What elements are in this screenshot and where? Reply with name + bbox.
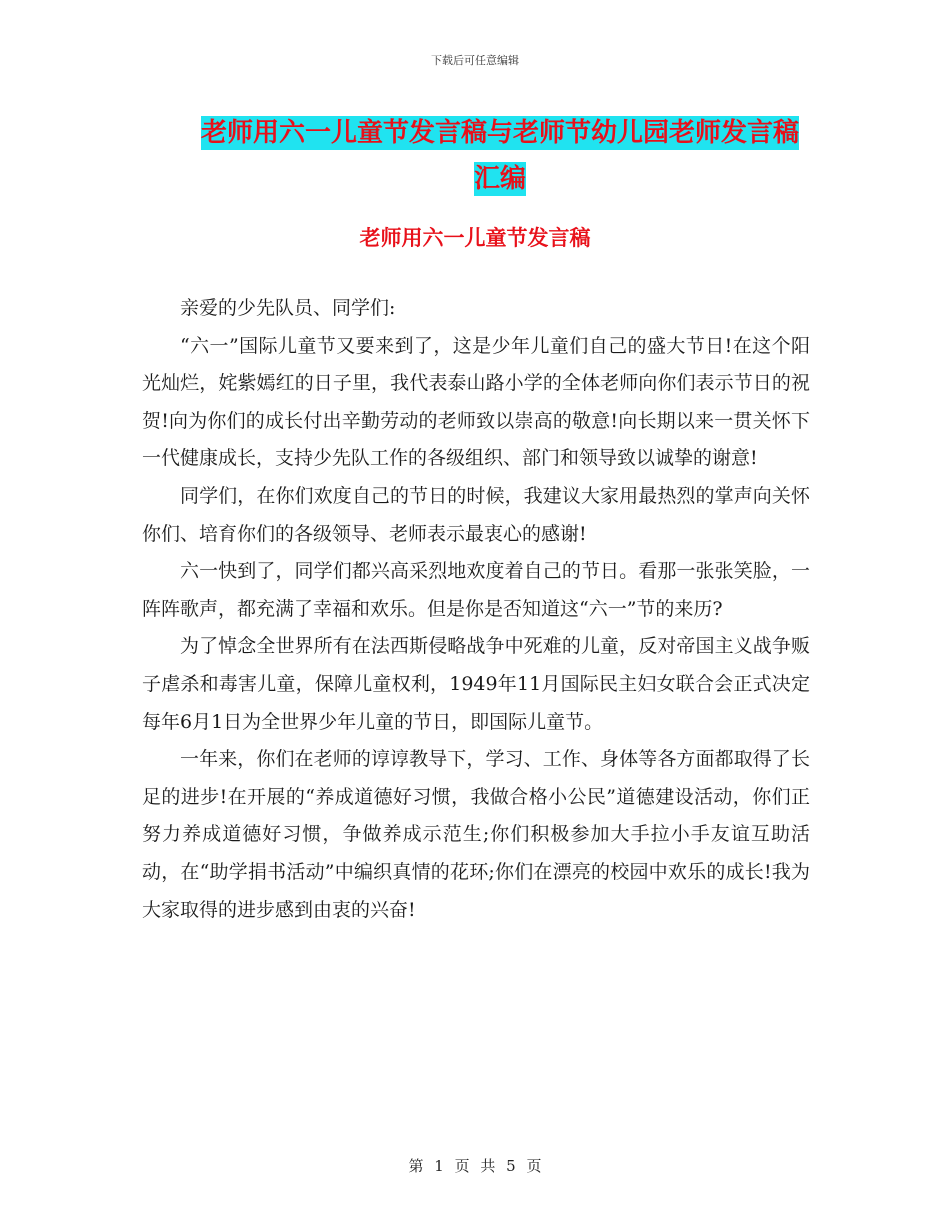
paragraph-greeting: 亲爱的少先队员、同学们: (180, 297, 396, 319)
page-number: 第 1 页 共 5 页 (408, 1157, 542, 1175)
paragraph: 同学们，在你们欢度自己的节日的时候，我建议大家用最热烈的掌声向关怀你们、培育你们的各级领导、老师表示最衷心的感谢! (142, 484, 810, 545)
document-title-line-1: 老师用六一儿童节发言稿与老师节幼儿园老师发言稿 (200, 118, 799, 148)
document-title (140, 110, 860, 202)
document-body (142, 290, 810, 929)
paragraph: 一年来，你们在老师的谆谆教导下，学习、工作、身体等各方面都取得了长足的进步!在开展的“养成道德好习惯，我做合格小公民”道德建设活动，你们正努力养成道德好习惯，争做养成示范生;你们积极参加大手拉小手友谊互助活动，在“助学捐书活动”中编织真情的花环;你们在漂亮的校园中欢乐的成长!我为大家取得的进步感到由衷的兴奋! (142, 748, 810, 921)
header-note: 下载后可任意编辑 (431, 54, 519, 67)
paragraph: “六一”国际儿童节又要来到了，这是少年儿童们自己的盛大节日!在这个阳光灿烂，姹紫嫣红的日子里，我代表泰山路小学的全体老师向你们表示节日的祝贺!向为你们的成长付出辛勤劳动的老师致以崇高的敬意!向长期以来一贯关怀下一代健康成长，支持少先队工作的各级组织、部门和领导致以诚挚的谢意! (142, 334, 810, 470)
paragraph: 六一快到了，同学们都兴高采烈地欢度着自己的节日。看那一张张笑脸，一阵阵歌声，都充满了幸福和欢乐。但是你是否知道这“六一”节的来历? (142, 560, 810, 620)
document-title-line-2: 汇编 (473, 164, 526, 194)
section-title: 老师用六一儿童节发言稿 (359, 226, 591, 250)
paragraph: 为了悼念全世界所有在法西斯侵略战争中死难的儿童，反对帝国主义战争贩子虐杀和毒害儿童，保障儿童权利，1949年11月国际民主妇女联合会正式决定每年6月1日为全世界少年儿童的节日，即国际儿童节。 (142, 635, 810, 733)
